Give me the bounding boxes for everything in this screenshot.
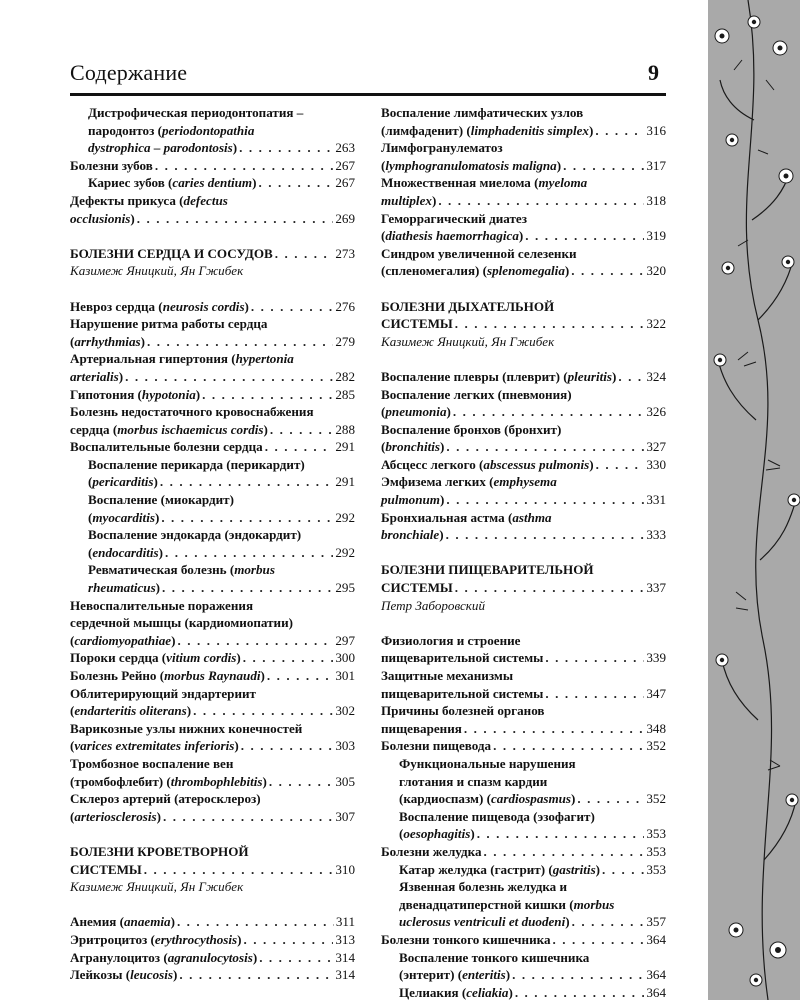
dot-leader (493, 737, 644, 755)
toc-page-number: 292 (335, 544, 355, 560)
toc-page-number: 348 (646, 720, 666, 736)
toc-entry-text: dystrophica – parodontosis) (88, 140, 238, 156)
toc-entry-text: Нарушение ритма работы сердца (70, 316, 268, 332)
toc-entry[interactable] (70, 386, 355, 404)
toc-entry[interactable] (381, 174, 666, 209)
toc-entry-text: uclerosus ventriculi et duodeni) (399, 914, 570, 930)
toc-entry[interactable] (381, 245, 666, 280)
toc-entry[interactable] (70, 298, 355, 316)
toc-page-number: 327 (646, 439, 666, 455)
toc-entry-text: Невоспалительные поражения (70, 597, 254, 613)
dot-leader (553, 931, 645, 949)
toc-entry-text: БОЛЕЗНИ ПИЩЕВАРИТЕЛЬНОЙ (381, 562, 594, 578)
toc-entry[interactable] (381, 139, 666, 174)
toc-page-number: 300 (335, 650, 355, 666)
toc-entry-text: Язвенная болезнь желудка и (399, 879, 568, 895)
toc-entry[interactable] (381, 861, 666, 879)
toc-entry-text: Гипотония (hypotonia) (70, 386, 201, 402)
toc-entry[interactable] (381, 473, 666, 508)
toc-entry[interactable] (70, 913, 355, 931)
toc-entry-text: Болезни пищевода (381, 738, 492, 754)
dot-leader (275, 245, 334, 263)
toc-entry-text: multiplex) (381, 192, 437, 208)
dot-leader (163, 808, 333, 826)
dot-leader (572, 913, 645, 931)
dot-leader (267, 667, 333, 685)
toc-entry[interactable] (381, 755, 666, 808)
dot-leader (545, 649, 644, 667)
toc-entry[interactable] (70, 350, 355, 385)
toc-page-number: 313 (335, 931, 355, 947)
toc-entry-text: (спленомегалия) (splenomegalia) (381, 263, 570, 279)
toc-section-heading[interactable] (381, 561, 666, 596)
dot-leader (455, 579, 645, 597)
dot-leader (155, 157, 334, 175)
section-spacer (70, 227, 355, 245)
toc-page-number: 333 (646, 527, 666, 543)
toc-entry[interactable] (381, 878, 666, 931)
toc-entry-text: Множественная миелома (myeloma (381, 175, 588, 191)
toc-entry[interactable] (381, 984, 666, 1001)
dot-leader (258, 174, 333, 192)
toc-entry-text: Тромбозное воспаление вен (70, 755, 234, 771)
toc-entry-text: Геморрагический диатез (381, 210, 527, 226)
toc-entry-text: (myocarditis) (88, 509, 160, 525)
toc-page-number: 353 (646, 843, 666, 859)
dot-leader (446, 526, 645, 544)
toc-page-number: 269 (335, 210, 355, 226)
toc-page-number: 364 (646, 931, 666, 947)
toc-page-number: 310 (335, 861, 355, 877)
section-spacer (381, 350, 666, 368)
dot-leader (202, 386, 333, 404)
dot-leader (270, 421, 334, 439)
toc-entry[interactable] (70, 685, 355, 720)
toc-entry[interactable] (381, 210, 666, 245)
toc-entry-text: Кариес зубов (caries dentium) (88, 175, 257, 191)
dot-leader (545, 685, 644, 703)
toc-entry[interactable] (381, 667, 666, 702)
toc-entry-text: СИСТЕМЫ (70, 861, 142, 877)
toc-entry-text: (diathesis haemorrhagica) (381, 228, 524, 244)
toc-entry-text: пищеварительной системы (381, 650, 544, 666)
section-spacer (70, 896, 355, 914)
toc-entry-text: БОЛЕЗНИ ДЫХАТЕЛЬНОЙ (381, 298, 555, 314)
toc-entry-text: Воспаление перикарда (перикардит) (88, 456, 305, 472)
dot-leader (484, 843, 645, 861)
toc-entry[interactable] (70, 174, 355, 192)
toc-entry-text: Эмфизема легких (emphysema (381, 474, 557, 490)
toc-entry[interactable] (70, 491, 355, 526)
toc-entry-text: Воспаление плевры (плеврит) (pleuritis) (381, 368, 617, 384)
toc-page-number: 292 (335, 509, 355, 525)
toc-page-number: 326 (646, 404, 666, 420)
toc-entry-text: Агранулоцитоз (agranulocytosis) (70, 949, 258, 965)
dot-leader (144, 861, 334, 879)
toc-entry-text: (arteriosclerosis) (70, 808, 161, 824)
toc-entry-text: СИСТЕМЫ (381, 580, 453, 596)
toc-entry[interactable] (70, 597, 355, 650)
dot-leader (577, 790, 644, 808)
chamomile-illustration (708, 0, 800, 1000)
toc-page-number: 353 (646, 861, 666, 877)
toc-entry-text: Дефекты прикуса (defectus (70, 192, 228, 208)
section-authors: Казимеж Яницкий, Ян Гжибек (70, 263, 244, 279)
dot-leader (602, 861, 644, 879)
dot-leader (165, 544, 333, 562)
toc-entry-text: Воспаление пищевода (эзофагит) (399, 808, 595, 824)
toc-entry-text: pulmonum) (381, 492, 445, 508)
dot-leader (265, 438, 334, 456)
toc-entry-text: Катар желудка (гастрит) (gastritis) (399, 861, 601, 877)
toc-entry[interactable] (70, 192, 355, 227)
toc-entry-text: БОЛЕЗНИ КРОВЕТВОРНОЙ (70, 843, 249, 859)
toc-entry-text: (endarteritis oliterans) (70, 703, 192, 719)
toc-entry-text: Анемия (anaemia) (70, 914, 175, 930)
toc-entry[interactable] (70, 931, 355, 949)
toc-entry[interactable] (70, 966, 355, 984)
toc-entry-text: Эритроцитоз (erythrocythosis) (70, 931, 242, 947)
toc-entry-text: глотания и спазм кардии (399, 773, 548, 789)
dot-leader (179, 966, 333, 984)
page-title: Содержание (70, 60, 188, 85)
dot-leader (251, 298, 333, 316)
toc-entry-text: bronchiale) (381, 527, 444, 543)
toc-entry-text: Дистрофическая периодонтопатия – (88, 105, 304, 120)
dot-leader (618, 368, 644, 386)
toc-page-number: 276 (335, 298, 355, 314)
toc-page-number: 303 (335, 738, 355, 754)
toc-page-number: 305 (335, 773, 355, 789)
toc-entry[interactable] (70, 438, 355, 456)
toc-entry-text: Облитерирующий эндартериит (70, 685, 256, 701)
toc-entry-text: Воспаление тонкого кишечника (399, 949, 590, 965)
toc-entry-text: Пороки сердца (vitium cordis) (70, 650, 241, 666)
toc-page-number: 353 (646, 826, 666, 842)
toc-entry-text: (энтерит) (enteritis) (399, 967, 511, 983)
toc-page-number: 291 (335, 439, 355, 455)
toc-page-number: 339 (646, 650, 666, 666)
dot-leader (193, 702, 333, 720)
toc-entry-text: двенадцатиперстной кишки (morbus (399, 896, 615, 912)
toc-entry[interactable] (70, 403, 355, 438)
toc-page-number: 352 (646, 738, 666, 754)
dot-leader (137, 210, 334, 228)
dot-leader (525, 227, 644, 245)
toc-entry[interactable] (70, 667, 355, 685)
toc-entry-text: Воспаление эндокарда (эндокардит) (88, 527, 302, 543)
toc-entry-text: Воспаление легких (пневмония) (381, 386, 572, 402)
toc-page-number: 279 (335, 333, 355, 349)
toc-entry[interactable] (381, 386, 666, 421)
toc-entry-text: Функциональные нарушения (399, 755, 576, 771)
toc-page-number: 311 (335, 914, 355, 930)
toc-entry-text: Болезни желудка (381, 843, 482, 859)
toc-entry-text: сердца (morbus ischaemicus cordis) (70, 421, 268, 437)
toc-entry-text: Лейкозы (leucosis) (70, 967, 178, 983)
toc-page-number: 316 (646, 122, 666, 138)
toc-entry-text: (тромбофлебит) (thrombophlebitis) (70, 773, 267, 789)
section-spacer (381, 544, 666, 562)
toc-page-number: 331 (646, 492, 666, 508)
toc-page-number: 317 (646, 157, 666, 173)
dot-leader (596, 456, 645, 474)
toc-entry[interactable] (70, 315, 355, 350)
toc-entry[interactable] (381, 509, 666, 544)
toc-entry[interactable] (70, 561, 355, 596)
dot-leader (161, 509, 333, 527)
toc-entry-text: Целиакия (celiakia) (399, 984, 513, 1000)
dot-leader (563, 157, 644, 175)
toc-page-number: 302 (335, 703, 355, 719)
toc-page-number: 301 (335, 668, 355, 683)
toc-entry-text: rheumaticus) (88, 580, 161, 596)
toc-entry[interactable] (381, 931, 666, 949)
section-authors: Казимеж Яницкий, Ян Гжибек (381, 333, 555, 349)
toc-entry[interactable] (70, 526, 355, 561)
section-authors: Петр Заборовский (381, 597, 485, 613)
dot-leader (512, 966, 644, 984)
toc-page-number: 297 (335, 632, 355, 648)
toc-entry[interactable] (381, 368, 666, 386)
dot-leader (477, 825, 645, 843)
toc-entry-text: (oesophagitis) (399, 826, 475, 842)
toc-entry-text: Защитные механизмы (381, 668, 514, 683)
toc-page-number: 347 (646, 685, 666, 701)
toc-entry[interactable] (381, 104, 666, 139)
toc-page-number: 320 (646, 263, 666, 279)
toc-entry-text: (varices extremitates inferioris) (70, 738, 239, 754)
dot-leader (147, 333, 333, 351)
toc-left-column (70, 104, 355, 984)
toc-entry-text: (lymphogranulomatosis maligna) (381, 157, 562, 173)
toc-entry[interactable] (381, 737, 666, 755)
toc-entry-text: Болезнь Рейно (morbus Raynaudi) (70, 668, 265, 683)
toc-page-number: 322 (646, 316, 666, 332)
dot-leader (125, 368, 333, 386)
dot-leader (464, 720, 645, 738)
toc-page-number: 273 (335, 245, 355, 261)
toc-page-number: 357 (646, 914, 666, 930)
toc-entry-text: БОЛЕЗНИ СЕРДЦА И СОСУДОВ (70, 245, 273, 261)
dot-leader (446, 438, 644, 456)
dot-leader (515, 984, 645, 1001)
toc-page-number: 282 (335, 368, 355, 384)
toc-entry-text: Болезнь недостаточного кровоснабжения (70, 404, 314, 420)
toc-entry-text: Синдром увеличенной селезенки (381, 245, 577, 261)
toc-entry-text: Причины болезней органов (381, 703, 545, 719)
toc-entry[interactable] (381, 702, 666, 737)
decorative-side-band (708, 0, 800, 1000)
toc-entry[interactable] (70, 720, 355, 755)
dot-leader (259, 949, 333, 967)
dot-leader (244, 931, 334, 949)
dot-leader (438, 192, 644, 210)
section-spacer (381, 614, 666, 632)
toc-section-heading[interactable] (70, 843, 355, 878)
toc-entry-text: (endocarditis) (88, 544, 163, 560)
dot-leader (177, 913, 334, 931)
dot-leader (241, 737, 334, 755)
toc-page-number: 324 (646, 368, 666, 384)
toc-page-number: 364 (646, 967, 666, 983)
toc-page-number: 319 (646, 228, 666, 244)
dot-leader (453, 403, 644, 421)
dot-leader (160, 473, 334, 491)
toc-entry[interactable] (381, 421, 666, 456)
dot-leader (571, 262, 644, 280)
toc-page-number: 307 (335, 808, 355, 824)
toc-entry-text: arterialis) (70, 368, 124, 384)
toc-entry[interactable] (70, 949, 355, 967)
toc-entry[interactable] (381, 632, 666, 667)
toc-entry-text: Болезни тонкого кишечника (381, 931, 551, 947)
toc-entry-text: Болезни зубов (70, 157, 153, 173)
toc-page-number: 337 (646, 580, 666, 596)
toc-entry[interactable] (70, 649, 355, 667)
toc-entry-text: (pericarditis) (88, 474, 158, 490)
toc-page-number: 285 (335, 386, 355, 402)
toc-entry-text: Склероз артерий (атеросклероз) (70, 791, 261, 807)
dot-leader (162, 579, 333, 597)
toc-section-heading[interactable] (381, 298, 666, 333)
toc-page-number: 263 (335, 140, 355, 156)
toc-entry-text: Воспаление бронхов (бронхит) (381, 421, 562, 437)
section-spacer (381, 280, 666, 298)
dot-leader (446, 491, 644, 509)
dot-leader (595, 122, 644, 140)
toc-page-number: 314 (335, 967, 355, 983)
toc-entry-text: (кардиоспазм) (cardiospasmus) (399, 791, 576, 807)
toc-page-number: 314 (335, 949, 355, 965)
toc-entry-text: Воспаление лимфатических узлов (381, 105, 584, 120)
toc-entry[interactable] (70, 755, 355, 790)
toc-entry[interactable] (70, 157, 355, 175)
toc-page-number: 267 (335, 157, 355, 173)
dot-leader (239, 139, 333, 157)
header-divider (70, 93, 666, 96)
toc-page-number: 352 (646, 791, 666, 807)
toc-entry[interactable] (381, 456, 666, 474)
toc-entry-text: Бронхиальная астма (asthma (381, 509, 552, 525)
toc-page-number: 364 (646, 984, 666, 1000)
dot-leader (455, 315, 645, 333)
toc-entry-text: Варикозные узлы нижних конечностей (70, 720, 303, 736)
toc-entry-text: Абсцесс легкого (abscessus pulmonis) (381, 456, 594, 472)
dot-leader (178, 632, 334, 650)
toc-page-number: 267 (335, 175, 355, 191)
toc-page-number: 295 (335, 580, 355, 596)
toc-entry[interactable] (70, 104, 355, 157)
toc-page-number: 330 (646, 456, 666, 472)
toc-page-number: 288 (335, 421, 355, 437)
toc-section-heading[interactable] (70, 245, 355, 263)
toc-entry-text: (cardiomyopathiae) (70, 632, 176, 648)
toc-entry-text: (bronchitis) (381, 439, 445, 455)
toc-entry-text: (лимфаденит) (limphadenitis simplex) (381, 122, 594, 138)
toc-entry-text: Артериальная гипертония (hypertonia (70, 351, 294, 367)
section-spacer (70, 280, 355, 298)
toc-entry[interactable] (381, 843, 666, 861)
toc-entry[interactable] (381, 949, 666, 984)
toc-entry-text: occlusionis) (70, 210, 135, 226)
toc-entry-text: СИСТЕМЫ (381, 316, 453, 332)
section-spacer (70, 825, 355, 843)
toc-entry-text: Воспалительные болезни сердца (70, 439, 263, 455)
section-authors: Казимеж Яницкий, Ян Гжибек (70, 879, 244, 895)
toc-entry-text: (pneumonia) (381, 404, 451, 420)
dot-leader (243, 649, 334, 667)
toc-entry-text: Физиология и строение (381, 632, 521, 648)
toc-entry-text: сердечной мышцы (кардиомиопатии) (70, 615, 294, 631)
toc-entry-text: Невроз сердца (neurosis cordis) (70, 298, 249, 314)
toc-entry-text: пищеварения (381, 720, 462, 736)
toc-entry[interactable] (70, 456, 355, 491)
toc-entry[interactable] (70, 790, 355, 825)
toc-entry-text: Лимфогранулематоз (381, 140, 503, 156)
toc-entry-text: Воспаление (миокардит) (88, 492, 234, 508)
dot-leader (269, 773, 334, 791)
toc-entry[interactable] (381, 808, 666, 843)
toc-page-number: 291 (335, 474, 355, 490)
toc-right-column (381, 104, 666, 1001)
toc-entry-text: Ревматическая болезнь (morbus (88, 562, 275, 578)
toc-entry-text: пародонтоз (periodontopathia (88, 122, 255, 138)
toc-page-number: 318 (646, 192, 666, 208)
toc-entry-text: пищеварительной системы (381, 685, 544, 701)
page-number: 9 (648, 60, 659, 85)
toc-entry-text: (arrhythmias) (70, 333, 145, 349)
